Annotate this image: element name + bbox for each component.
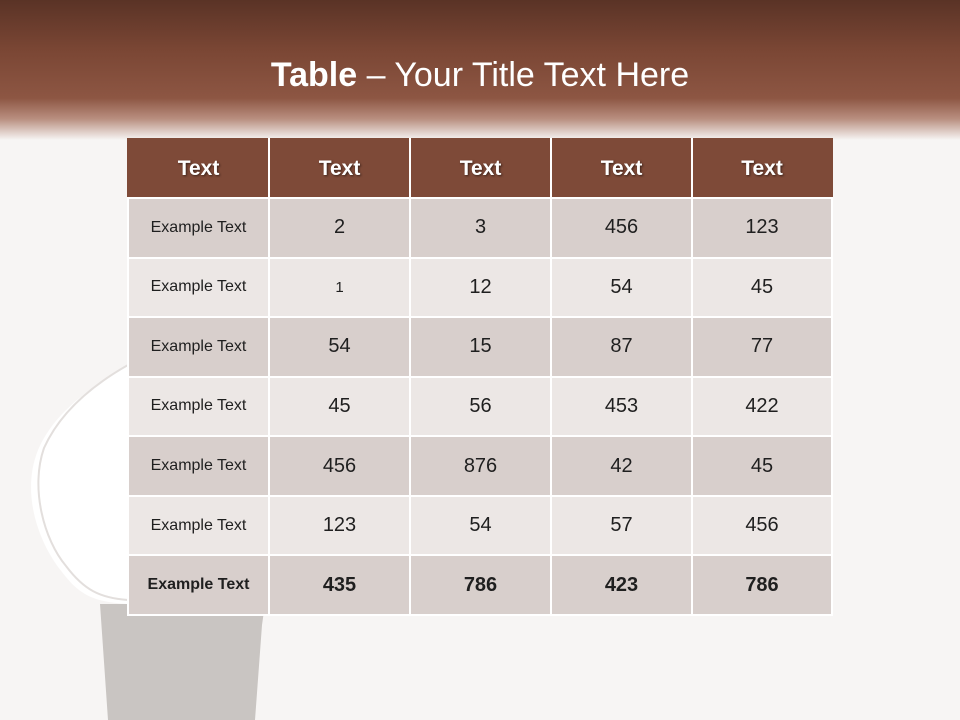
table-cell: 1: [269, 258, 410, 318]
row-label: Example Text: [128, 198, 269, 258]
table-cell: 422: [692, 377, 832, 437]
table-row: [128, 377, 832, 437]
row-label: Example Text: [128, 258, 269, 318]
table-cell: 456: [692, 496, 832, 556]
table-cell: 42: [551, 436, 692, 496]
table-cell: 435: [269, 555, 410, 615]
table-cell: 87: [551, 317, 692, 377]
column-header: Text: [551, 139, 692, 198]
column-header: Text: [269, 139, 410, 198]
table-cell: 54: [551, 258, 692, 318]
table-row: [128, 496, 832, 556]
table-cell: 786: [410, 555, 551, 615]
table-row: [128, 436, 832, 496]
table-header-row: [128, 139, 832, 198]
table-cell: 423: [551, 555, 692, 615]
table-row: [128, 258, 832, 318]
column-header: Text: [128, 139, 269, 198]
table-cell: 45: [269, 377, 410, 437]
row-label: Example Text: [128, 317, 269, 377]
table-cell: 3: [410, 198, 551, 258]
row-label: Example Text: [128, 555, 269, 615]
row-label: Example Text: [128, 496, 269, 556]
table-cell: 876: [410, 436, 551, 496]
table-cell: 54: [269, 317, 410, 377]
data-table: [127, 138, 833, 616]
column-header: Text: [410, 139, 551, 198]
table-cell: 786: [692, 555, 832, 615]
table-cell: 56: [410, 377, 551, 437]
table-row-total: [128, 555, 832, 615]
table-cell: 57: [551, 496, 692, 556]
column-header: Text: [692, 139, 832, 198]
table-cell: 453: [551, 377, 692, 437]
table-cell: 456: [551, 198, 692, 258]
table-cell: 15: [410, 317, 551, 377]
table-cell: 77: [692, 317, 832, 377]
row-label: Example Text: [128, 377, 269, 437]
table-cell: 2: [269, 198, 410, 258]
slide-title: [0, 52, 960, 98]
slide-title-rest: – Your Title Text Here: [357, 56, 690, 94]
table-cell: 456: [269, 436, 410, 496]
table-cell: 123: [269, 496, 410, 556]
table-cell: 123: [692, 198, 832, 258]
table-cell: 54: [410, 496, 551, 556]
row-label: Example Text: [128, 436, 269, 496]
table-row: [128, 198, 832, 258]
table-row: [128, 317, 832, 377]
slide-title-strong: Table: [270, 56, 358, 94]
table-cell: 12: [410, 258, 551, 318]
table-cell: 45: [692, 436, 832, 496]
table-cell: 45: [692, 258, 832, 318]
